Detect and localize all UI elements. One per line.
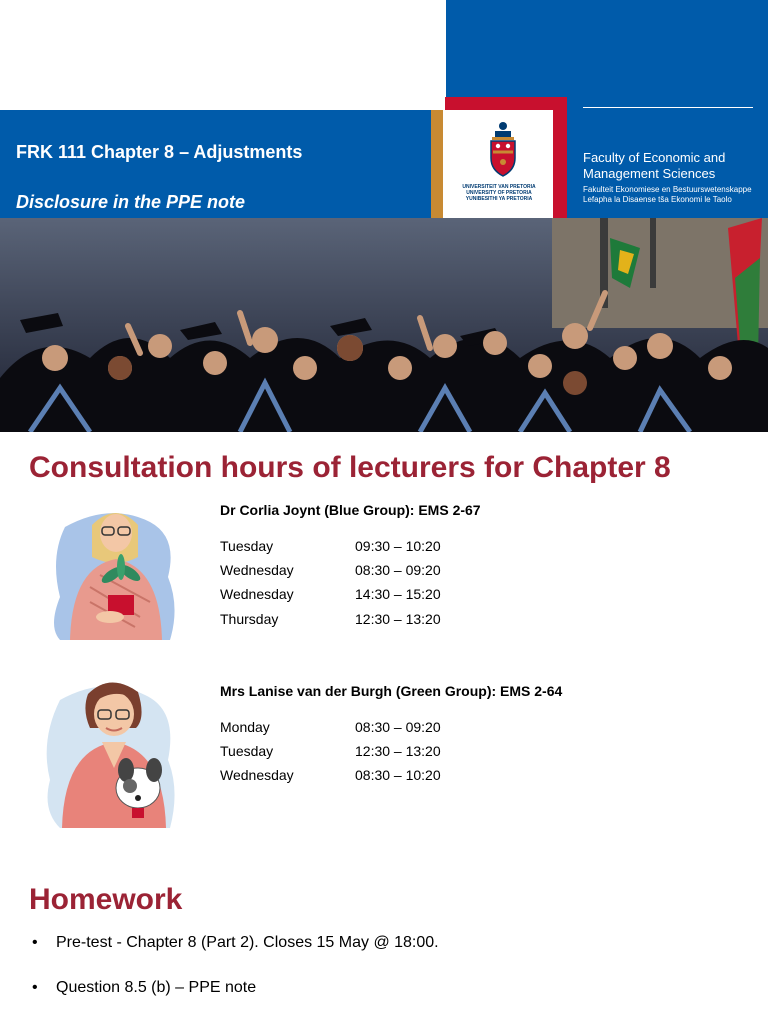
lecturer2-name: Mrs Lanise van der Burgh (Green Group): EMS 2-64 bbox=[220, 683, 563, 699]
lecturer2-slot1-day: Monday bbox=[220, 719, 270, 735]
lecturer2-slot1-time: 08:30 – 09:20 bbox=[355, 719, 441, 735]
faculty-name-sepedi: Lefapha la Disaense tša Ekonomi le Taolo bbox=[583, 195, 732, 204]
graduation-photo bbox=[0, 218, 768, 432]
lecturer1-slot2-day: Wednesday bbox=[220, 562, 294, 578]
homework-bullet-1: • bbox=[32, 934, 38, 951]
lecturer1-slot1-time: 09:30 – 10:20 bbox=[355, 538, 441, 554]
lecturer2-slot2-day: Tuesday bbox=[220, 743, 274, 759]
graduation-photo-illustration bbox=[0, 218, 768, 432]
homework-item-2: Question 8.5 (b) – PPE note bbox=[56, 979, 257, 996]
faculty-name-block bbox=[583, 150, 752, 205]
faculty-name-line1: Faculty of Economic and bbox=[583, 150, 726, 165]
lecturer1-slot4-time: 12:30 – 13:20 bbox=[355, 611, 441, 627]
lecturer1-slot3-day: Wednesday bbox=[220, 586, 294, 602]
logo-text bbox=[450, 184, 548, 202]
course-title: FRK 111 Chapter 8 – Adjustments bbox=[16, 142, 303, 162]
logo-text-line2: UNIVERSITY OF PRETORIA bbox=[466, 190, 532, 196]
lecturer1-slot2-time: 08:30 – 09:20 bbox=[355, 562, 441, 578]
lecturer2-slot2-time: 12:30 – 13:20 bbox=[355, 743, 441, 759]
lecturer2-slot3-time: 08:30 – 10:20 bbox=[355, 767, 441, 783]
homework-item-1: Pre-test - Chapter 8 (Part 2). Closes 15 May @ 18:00. bbox=[56, 934, 439, 951]
homework-bullet-2: • bbox=[32, 979, 38, 996]
lecturer2-avatar bbox=[30, 670, 180, 830]
crest-icon bbox=[486, 120, 520, 182]
lecturer1-name: Dr Corlia Joynt (Blue Group): EMS 2-67 bbox=[220, 502, 481, 518]
logo-text-line3: YUNIBESITHI YA PRETORIA bbox=[465, 196, 533, 202]
lecturer2-slot3-day: Wednesday bbox=[220, 767, 294, 783]
lecturer1-slot3-time: 14:30 – 15:20 bbox=[355, 586, 441, 602]
homework-title: Homework bbox=[29, 883, 183, 916]
logo-text-line1: UNIVERSITEIT VAN PRETORIA bbox=[462, 184, 536, 190]
lecturer1-slot1-day: Tuesday bbox=[220, 538, 274, 554]
lecturer1-slot4-day: Thursday bbox=[220, 611, 279, 627]
lecturer1-avatar bbox=[40, 497, 180, 642]
consultation-title: Consultation hours of lecturers for Chapter 8 bbox=[29, 451, 671, 484]
faculty-name-line2: Management Sciences bbox=[583, 166, 716, 181]
top-white-area bbox=[0, 0, 446, 108]
faculty-name-afrikaans: Fakulteit Ekonomiese en Bestuurswetenskappe bbox=[583, 185, 752, 194]
course-subtitle: Disclosure in the PPE note bbox=[16, 192, 246, 212]
faculty-divider bbox=[583, 107, 753, 108]
